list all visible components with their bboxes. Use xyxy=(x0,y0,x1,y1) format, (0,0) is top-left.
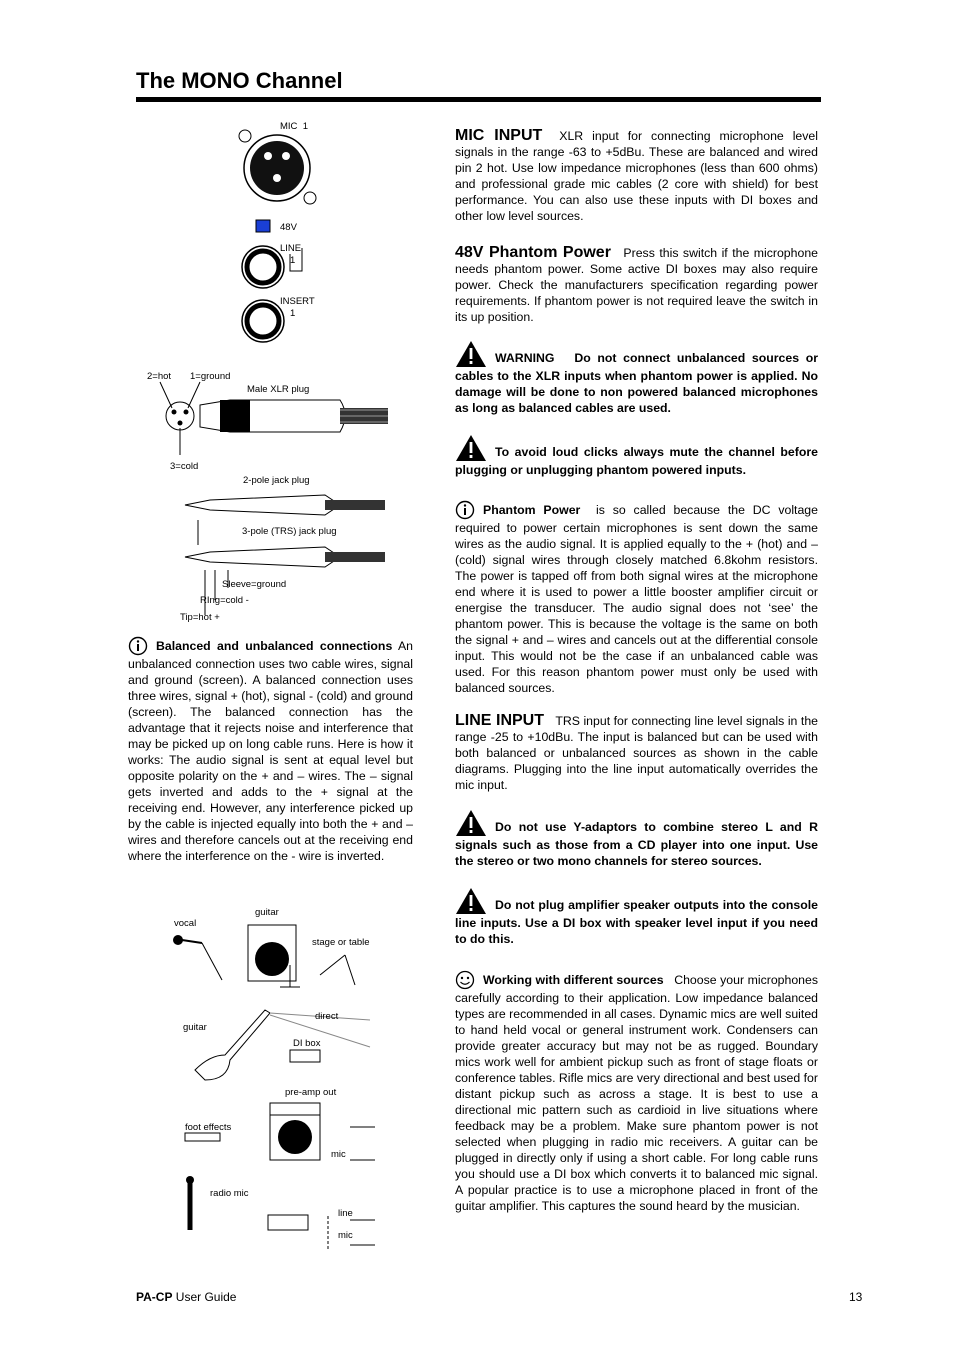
line-num: 1 xyxy=(290,255,296,266)
jack-2pole-label: 2-pole jack plug xyxy=(243,475,310,486)
xlr-plug-label: Male XLR plug xyxy=(247,384,310,395)
warning-icon xyxy=(455,809,487,837)
channel-panel-figure xyxy=(230,118,330,350)
warning1-body: Do not connect unbalanced sources or cables to the XLR inputs when phantom power is applied. No damage will be done to non powered balanced microphones as long as balanced cables are used. xyxy=(455,351,819,415)
line-input-section xyxy=(455,713,818,793)
mic-label: MIC 1 xyxy=(280,121,308,132)
balanced-heading: Balanced and unbalanced connections xyxy=(156,639,393,653)
mic-input-section xyxy=(455,128,818,224)
foot-effects-label: foot effects xyxy=(185,1122,232,1133)
warning2-body: To avoid loud clicks always mute the channel before plugging or unplugging phantom powered inputs. xyxy=(455,445,818,477)
warning3-body: Do not use Y-adaptors to combine stereo L and R signals such as those from a CD player into one input. Use the stereo or two mono channels for stereo sources. xyxy=(455,820,818,868)
warning-clicks xyxy=(455,434,818,478)
smiley-icon xyxy=(455,970,475,990)
warning1-lead: WARNING xyxy=(495,351,555,365)
tip-label: Tip=hot + xyxy=(180,612,220,623)
warning-icon xyxy=(455,887,487,915)
phantom-info-body: is so called because the DC voltage required to power certain microphones is sent down the same wires as the audio signal. It is applied equally to the + (hot) and – (cold) signal wires through closely matched 6.8kohm resistors. The power is tapped off from both signal wires at the microphone end where it is used to power a little booster amplifier circuit or energise the transducer. The audio signal does not ‘see’ the phantom power. This is because the voltage is the same on both the signal + and – wires and cancels out at the differential console input. This would not be the case if an unbalanced cable was used. For this reason phantom power must only be used with balanced sources. xyxy=(455,503,818,695)
warning-icon xyxy=(455,434,487,462)
xlr-cold-label: 3=cold xyxy=(170,461,199,472)
sources-tip-body: Choose your microphones carefully according to their application. Low impedance balanced types are recommended in all cases. Dynamic mics are well suited to hand held vocal or general instrument work. Condensers can provide greater accuracy but may not be as rugged. Boundary mics work well for ambient pickup such as front of stage floats or conference tables. Rifle mics are very directional and best used for distant pickup such as across a stage. It is best to use a directional mic pattern such as cardioid in live situations where feedback may be a problem. Make sure phantom power is not selected when plugging in radio mic receivers. A guitar can be plugged in directly only if using a short cable. For long cable runs you should use a DI box which converts it to balanced mic signal. A popular practice is to use a microphone placed in front of the guitar amplifier. This captures the sound heard by the musician. xyxy=(455,973,819,1213)
line-source-label: line xyxy=(338,1208,353,1219)
radio-mic-label: radio mic xyxy=(210,1188,249,1199)
phantom-info-note xyxy=(455,500,818,696)
warning-y-adaptors xyxy=(455,809,818,869)
line-input-heading: LINE INPUT xyxy=(455,712,545,729)
vocal-label: vocal xyxy=(174,918,197,929)
line-input-body: TRS input for connecting line level signals in the range -25 to +10dBu. The input is balanced but can be used with both balanced or unbalanced sources as shown in the cable diagrams. Plugging into the line input automatically overrides the mic input. xyxy=(455,714,819,792)
page-number: 13 xyxy=(849,1290,863,1304)
balanced-body: An unbalanced connection uses two cable wires, signal and ground (screen). A balanced connection uses three wires, signal + (hot), signal - (cold) and ground (screen). The balanced connection has the advantage that it rejects noise and interference that may be picked up on long cable runs. Here is how it works: The audio signal is sent at equal level but opposite polarity on the + and – wires. The – signal gets inverted and adds to the + signal at the receiving end. However, any interference picked up by the cable is injected equally into both the + and – wires and therefore cancels out at the receiving end where the interference on the - wire is inverted. xyxy=(128,639,413,863)
phantom-switch-label: 48V xyxy=(280,222,297,233)
jack-3pole-label: 3-pole (TRS) jack plug xyxy=(242,526,337,537)
phantom-power-section xyxy=(455,245,818,325)
ring-label: RIng=cold - xyxy=(200,595,249,606)
sources-diagram-figure xyxy=(170,905,390,1255)
stage-label: stage or table xyxy=(312,937,370,948)
phantom-power-heading: 48V Phantom Power xyxy=(455,244,611,261)
di-box-label: DI box xyxy=(293,1038,321,1049)
mic-input-body: XLR input for connecting microphone level signals in the range -63 to +5dBu. These are balanced and wired pin 2 hot. Use low impedance microphones (less than 600 ohms) and professional grade mic cables (2 core with shield) for best performance. You can also use these inputs with DI boxes and other low level sources. xyxy=(455,129,818,223)
insert-num: 1 xyxy=(290,308,296,319)
guitar-label: guitar xyxy=(183,1022,207,1033)
warning4-body: Do not plug amplifier speaker outputs into the console line inputs. Use a DI box with speaker level input if you need to do this. xyxy=(455,898,818,946)
mic2-source-label: mic xyxy=(338,1230,353,1241)
line-label: LINE xyxy=(280,243,302,254)
footer-guide-title: PA-CP User Guide xyxy=(136,1290,237,1304)
phantom-info-heading: Phantom Power xyxy=(483,503,581,517)
info-icon xyxy=(128,636,148,656)
warning-unbalanced xyxy=(455,340,818,416)
balanced-connections-note xyxy=(128,636,413,864)
xlr-hot-label: 2=hot xyxy=(147,371,172,382)
title-rule xyxy=(136,97,821,102)
xlr-ground-label: 1=ground xyxy=(190,371,231,382)
warning-icon xyxy=(455,340,487,368)
phantom-power-body: Press this switch if the microphone needs phantom power. Some active DI boxes may also require power. Check the manufacturers specification regarding power requirements. If phantom power is not required leave the switch in its up position. xyxy=(455,246,819,324)
sources-tip-heading: Working with different sources xyxy=(483,973,664,987)
preamp-label: pre-amp out xyxy=(285,1087,337,1098)
info-icon xyxy=(455,500,475,520)
page-title: The MONO Channel xyxy=(136,68,343,93)
warning-speaker-outputs xyxy=(455,887,818,947)
insert-label: INSERT xyxy=(280,296,315,307)
direct-label: direct xyxy=(315,1011,339,1022)
sleeve-label: Sleeve=ground xyxy=(222,579,287,590)
sources-tip-note xyxy=(455,970,818,1214)
mic-input-heading: MIC INPUT xyxy=(455,127,543,144)
guitar-amp-label: guitar xyxy=(255,907,279,918)
mic-source-label: mic xyxy=(331,1149,346,1160)
